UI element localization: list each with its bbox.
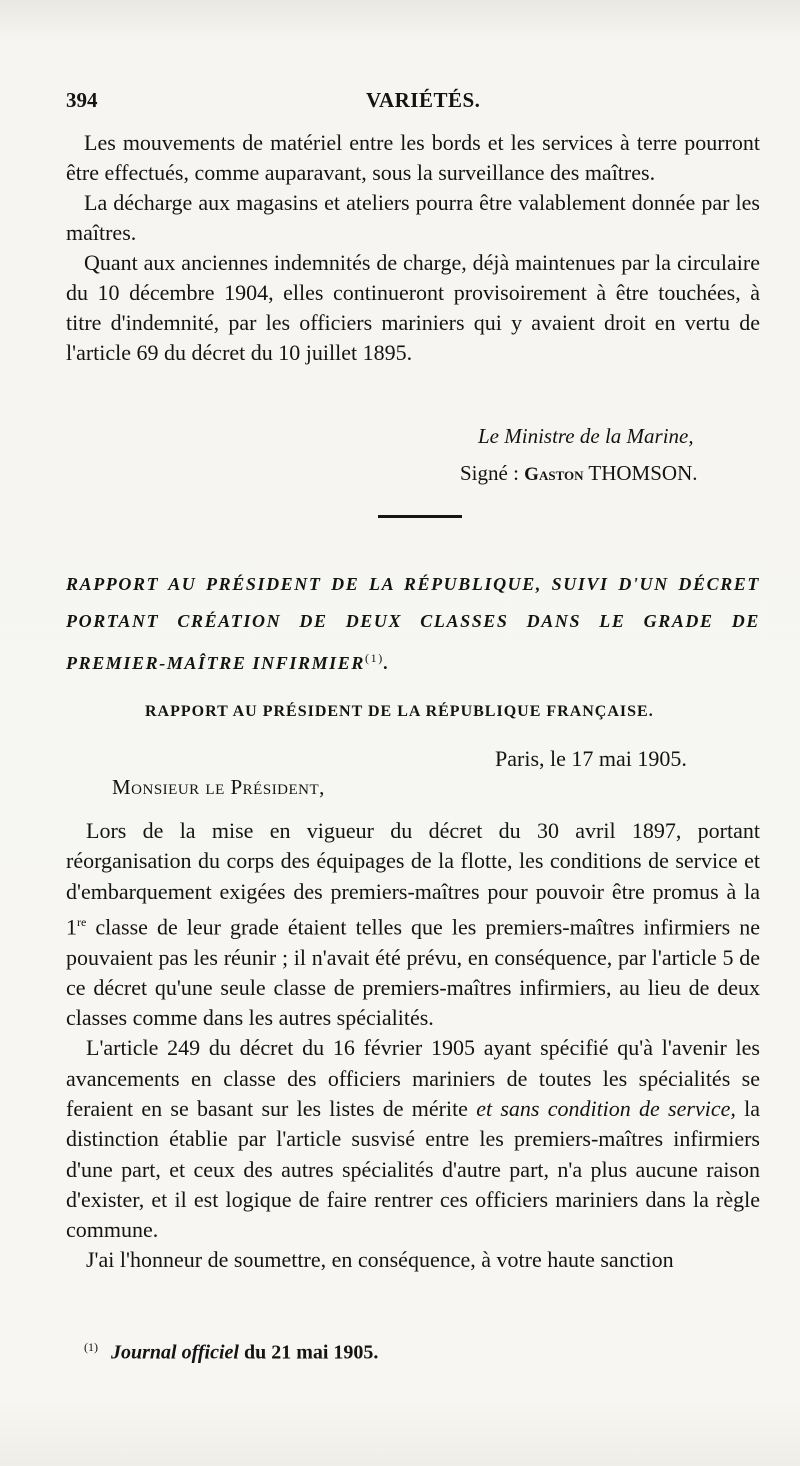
signatory-first-name: Gaston bbox=[524, 464, 584, 485]
signature-line bbox=[460, 461, 697, 486]
rapport-title bbox=[66, 566, 760, 682]
rapport-title-end: . bbox=[383, 653, 390, 673]
intro-text bbox=[66, 128, 760, 368]
footnote-text: du 21 mai 1905. bbox=[243, 1341, 379, 1364]
ordinal-superscript: re bbox=[77, 914, 87, 929]
footnote bbox=[84, 1340, 378, 1365]
section-divider bbox=[378, 515, 462, 518]
paragraph-text: Lors de la mise en vigueur du décret du 30 avril 1897, portant réorganisation du corps des équipages de la flotte, les conditions de service et d'embarquement exigées des premiers-maîtres pour pouvoir être promus à la 1 bbox=[66, 818, 760, 940]
footnote-mark: (1) bbox=[84, 1340, 98, 1354]
paragraph bbox=[66, 816, 760, 1033]
page-number: 394 bbox=[66, 88, 98, 112]
running-title: VARIÉTÉS. bbox=[366, 88, 481, 112]
paragraph-text: L'article 249 du décret du 16 février 1905 ayant spécifié qu'à l'avenir les avancements en classe des officiers mariniers de toutes les spécialités se feraient en se basant sur les listes de mérite bbox=[66, 1035, 760, 1121]
signed-prefix: Signé : bbox=[460, 461, 519, 485]
paragraph-text: classe de leur grade étaient telles que les premiers-maîtres infirmiers ne pouvaient pas les réunir ; il n'avait été prévu, en conséquence, par l'article 5 de ce décret qu'une seule classe de premiers-maîtres infirmiers, au lieu de deux classes comme dans les autres spécialités. bbox=[66, 914, 760, 1031]
rapport-date: Paris, le 17 mai 1905. bbox=[495, 746, 687, 771]
rapport-title-text: RAPPORT AU PRÉSIDENT DE LA RÉPUBLIQUE, SUIVI D'UN DÉCRET PORTANT CRÉATION DE DEUX CLASSES DANS LE GRADE DE PREMIER-MAÎTRE INFIRMIER bbox=[66, 574, 760, 673]
salutation: Monsieur le Président, bbox=[112, 775, 325, 799]
rapport-subtitle: RAPPORT AU PRÉSIDENT DE LA RÉPUBLIQUE FRANÇAISE. bbox=[145, 703, 654, 720]
footnote-ref: (1) bbox=[365, 651, 384, 665]
rapport-body bbox=[66, 816, 760, 1276]
italic-text: et sans condition de service, bbox=[476, 1096, 736, 1121]
running-header bbox=[66, 88, 760, 118]
paragraph: La décharge aux magasins et ateliers pourra être valablement donnée par les maîtres. bbox=[66, 190, 760, 245]
paragraph-text: la distinction établie par l'article susvisé entre les premiers-maîtres infirmiers d'une part, et ceux des autres spécialités d'autre part, n'a plus aucune raison d'exister, et il est logique de faire rentrer ces officiers mariniers dans la règle commune. bbox=[66, 1096, 760, 1243]
paragraph: Quant aux anciennes indemnités de charge, déjà maintenues par la circulaire du 10 décembre 1904, elles continueront provisoirement à être touchées, à titre d'indemnité, par les officiers mariniers qui y avaient droit en vertu de l'article 69 du décret du 10 juillet 1895. bbox=[66, 250, 760, 365]
paragraph: Les mouvements de matériel entre les bords et les services à terre pourront être effectués, comme auparavant, sous la surveillance des maîtres. bbox=[66, 130, 760, 185]
footnote-journal: Journal officiel bbox=[111, 1341, 239, 1364]
paragraph bbox=[66, 1033, 760, 1245]
signature-role: Le Ministre de la Marine, bbox=[478, 424, 694, 448]
signatory-last-name: THOMSON. bbox=[588, 461, 698, 485]
paragraph: J'ai l'honneur de soumettre, en conséquence, à votre haute sanction bbox=[86, 1247, 674, 1273]
